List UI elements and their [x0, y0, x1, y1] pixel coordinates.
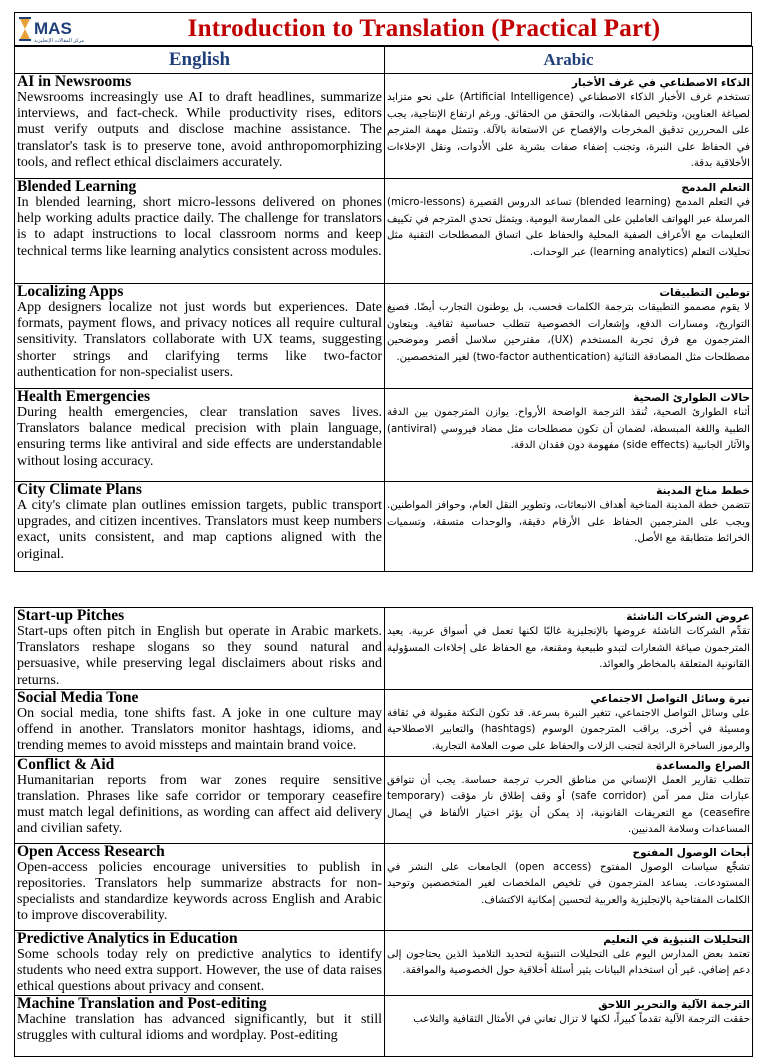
arabic-heading: خطط مناخ المدينة	[656, 485, 750, 497]
arabic-heading: حالات الطوارئ الصحية	[633, 392, 750, 404]
arabic-text: على وسائل التواصل الاجتماعي، تتغير النبرة بسرعة. قد تكون النكتة مقبولة في ثقافة ومسيئة في أخرى. يراقب المترجمون الوسوم (hashtags) والتعابير الاصطلاحية والرموز الساخرة الرائجة لتجنب الزلات والحفاظ على صوت العلامة التجارية.	[387, 707, 751, 752]
logo-text: MAS	[34, 19, 72, 38]
english-cell	[15, 930, 385, 996]
arabic-heading: الصراع والمساعدة	[655, 759, 750, 772]
arabic-text: أثناء الطوارئ الصحية، تُنقذ الترجمة الواضحة الأرواح. يوازن المترجمون بين الدقة الطبية واللغة المبسطة، لضمان أن تكون مصطلحات مثل مضاد فيروسي (antiviral) والآثار الجانبية (side effects) مفهومة دون فقدان الدقة.	[387, 407, 750, 452]
table-row	[15, 996, 753, 1057]
english-heading: Localizing Apps	[17, 283, 124, 300]
arabic-cell	[385, 74, 753, 179]
arabic-heading: الترجمة الآلية والتحرير اللاحق	[598, 999, 750, 1012]
english-heading: Conflict & Aid	[17, 756, 115, 773]
table-row	[15, 74, 753, 179]
arabic-cell	[385, 756, 753, 843]
arabic-text: حققت الترجمة الآلية تقدماً كبيراً، لكنها لا تزال تعاني في الأمثال الثقافية والتلاعب	[413, 1014, 750, 1026]
arabic-heading: عروض الشركات الناشئة	[626, 611, 750, 623]
arabic-cell	[385, 284, 753, 389]
english-cell	[15, 482, 385, 572]
english-text: App designers localize not just words but experiences. Date formats, payment flows, and privacy notices all require cultural sensitivity. Translators collaborate with UX teams, suggesting shorter strings and clarifying terms like two-factor authentication for non-specialist users.	[17, 300, 382, 380]
arabic-cell	[385, 843, 753, 930]
arabic-heading: أبحاث الوصول المفتوح	[632, 846, 750, 859]
english-heading: Machine Translation and Post-editing	[17, 995, 267, 1013]
arabic-cell	[385, 179, 753, 284]
english-cell	[15, 389, 385, 482]
translation-table-2	[14, 607, 753, 1057]
english-text: Start-ups often pitch in English but operate in Arabic markets. Translators reshape slogans so they sound natural and persuasive, while preserving legal disclaimers about risks and returns.	[17, 624, 382, 688]
page-title: Introduction to Translation (Practical Part)	[187, 15, 661, 42]
english-heading: Open Access Research	[17, 843, 165, 860]
english-cell	[15, 996, 385, 1057]
arabic-text: تستخدم غرف الأخبار الذكاء الاصطناعي (Artificial Intelligence) على نحو متزايد لصياغة العناوين، وتلخيص المقابلات، والتحقق من الحقائق. ورغم ارتفاع الإنتاجية، يجب على المحررين تدقيق المخرجات والإفصاح عن الاستعانة بالآلة. وتتمثل مهمة المترجم في الحفاظ على النبرة، وتجنب إضفاء صفات بشرية على الأدوات، ونقل الإخلاءات الأخلاقية بدقة.	[387, 92, 750, 170]
page-header	[14, 12, 752, 46]
logo-subtext: مركز المقالات الإنجليزية	[34, 38, 85, 44]
column-header-english: English	[15, 47, 385, 74]
english-text: Some schools today rely on predictive analytics to identify students who need extra support. However, the use of data raises ethical questions about privacy and consent.	[17, 946, 382, 994]
english-text: Humanitarian reports from war zones require sensitive translation. Phrases like safe corridor or temporary ceasefire must match legal definitions, as wording can affect aid delivery and civilian safety.	[17, 772, 382, 837]
translation-table-1	[14, 46, 753, 572]
table-row	[15, 756, 753, 843]
table-row	[15, 843, 753, 930]
english-heading: Health Emergencies	[17, 388, 151, 405]
english-cell	[15, 843, 385, 930]
english-text: A city's climate plan outlines emission targets, public transport upgrades, and citizen incentives. Translators must keep numbers exact, units consistent, and map captions aligned with the original.	[17, 498, 382, 562]
arabic-cell	[385, 930, 753, 996]
english-cell	[15, 756, 385, 843]
arabic-heading: الذكاء الاصطناعي في غرف الأخبار	[571, 77, 750, 89]
english-heading: Predictive Analytics in Education	[17, 930, 238, 947]
arabic-text: تشجِّع سياسات الوصول المفتوح (open access) الجامعات على النشر في المستودعات. يساعد المترجمون في تلخيص الملخصات لغير المتخصصين وتوحيد الكلمات المفتاحية بالإنجليزية والعربية لتحسين إمكانية الاكتشاف.	[387, 861, 750, 906]
table-row	[15, 389, 753, 482]
mas-logo	[15, 13, 97, 45]
english-cell	[15, 179, 385, 284]
arabic-text: تتطلب تقارير العمل الإنساني من مناطق الحرب ترجمة حساسة. يجب أن تتوافق عبارات مثل ممر آمن (safe corridor) أو وقف إطلاق نار مؤقت (temporary ceasefire) مع التعريفات القانونية، إذ يمكن أن يؤثر اختيار الألفاظ في إيصال المساعدات وسلامة المدنيين.	[387, 774, 750, 836]
english-text: Open-access policies encourage universities to publish in repositories. Translators help summarize abstracts for non-specialists and standardize keywords across English and Arabic to improve discoverability.	[17, 859, 382, 924]
english-cell	[15, 284, 385, 389]
arabic-heading: التعلم المدمج	[681, 182, 750, 194]
table-row	[15, 482, 753, 572]
english-cell	[15, 689, 385, 756]
arabic-text: تقدِّم الشركات الناشئة عروضها بالإنجليزية غالبًا لكنها تعمل في أسواق عربية. يعيد المترجمون صياغة الشعارات لتبدو طبيعية ومقنعة، مع الحفاظ على إخلاءات المسؤولية القانونية المتعلقة بالمخاطر والعوائد.	[387, 626, 750, 671]
arabic-cell	[385, 389, 753, 482]
arabic-heading: توطين التطبيقات	[659, 287, 750, 299]
arabic-text: تتضمن خطة المدينة المناخية أهداف الانبعاثات، وتطوير النقل العام، وحوافز المواطنين. ويجب على المترجمين الحفاظ على الأرقام دقيقة، والوحدات متسقة، وتسميات الخرائط متطابقة مع الأصل.	[387, 500, 750, 545]
arabic-text: لا يقوم مصممو التطبيقات بترجمة الكلمات فحسب، بل يوطنون التجارب أيضًا. فصيغ التواريخ، ومسارات الدفع، وإشعارات الخصوصية تتطلب حساسية ثقافية. ويتعاون المترجمون مع فرق تجربة المستخدم (UX)، مقترحين سلاسل أقصر وموضحين مصطلحات مثل المصادقة الثنائية (two-factor authentication) لغير المتخصصين.	[387, 302, 750, 363]
english-text: Newsrooms increasingly use AI to draft headlines, summarize interviews, and fact-check. While productivity rises, editors must verify outputs and disclose machine assistance. The translator's task is to preserve tone, avoid anthropomorphizing tools, and reflect ethical disclaimers accurately.	[17, 90, 382, 170]
english-text: Machine translation has advanced significantly, but it still struggles with cultural idioms and wordplay. Post-editing	[17, 1012, 382, 1044]
table-row	[15, 689, 753, 756]
english-text: During health emergencies, clear translation saves lives. Translators balance medical precision with plain language, ensuring terms like antiviral and side effects are understandable without losing accuracy.	[17, 405, 382, 469]
arabic-cell	[385, 996, 753, 1057]
arabic-heading: نبرة وسائل التواصل الاجتماعي	[590, 692, 750, 705]
column-header-arabic: Arabic	[385, 47, 753, 74]
table-row	[15, 608, 753, 690]
arabic-cell	[385, 608, 753, 690]
arabic-text: في التعلم المدمج (blended learning) تساعد الدروس القصيرة (micro-lessons) المرسلة عبر الهواتف العاملين على الممارسة اليومية. ويتمثل تحدي المترجم في تكييف التعليمات مع الأعراف الصفية المحلية والحفاظ على اتساق المصطلحات التقنية مثل تحليلات التعلم (learning analytics) عبر الوحدات.	[387, 197, 750, 258]
english-heading: City Climate Plans	[17, 481, 142, 498]
english-text: On social media, tone shifts fast. A joke in one culture may offend in another. Translators monitor hashtags, idioms, and trending memes to avoid missteps and maintain brand voice.	[17, 705, 382, 754]
arabic-cell	[385, 689, 753, 756]
table-row	[15, 284, 753, 389]
table-row	[15, 179, 753, 284]
arabic-heading: التحليلات التنبؤية في التعليم	[603, 933, 750, 946]
english-heading: Start-up Pitches	[17, 607, 125, 624]
english-cell	[15, 608, 385, 690]
arabic-text: تعتمد بعض المدارس اليوم على التحليلات التنبؤية لتحديد التلاميذ الذين يحتاجون إلى دعم إضافي. غير أن استخدام البيانات يثير أسئلة أخلاقية حول الخصوصية والموافقة.	[387, 948, 750, 977]
english-heading: Social Media Tone	[17, 689, 139, 706]
english-heading: AI in Newsrooms	[17, 73, 132, 90]
english-heading: Blended Learning	[17, 178, 137, 195]
english-text: In blended learning, short micro-lessons delivered on phones help working adults practice daily. The challenge for translators is to adapt instructions to local classroom norms and keep technical terms like learning analytics consistent across modules.	[17, 195, 382, 259]
english-cell	[15, 74, 385, 179]
arabic-cell	[385, 482, 753, 572]
table-row	[15, 930, 753, 996]
